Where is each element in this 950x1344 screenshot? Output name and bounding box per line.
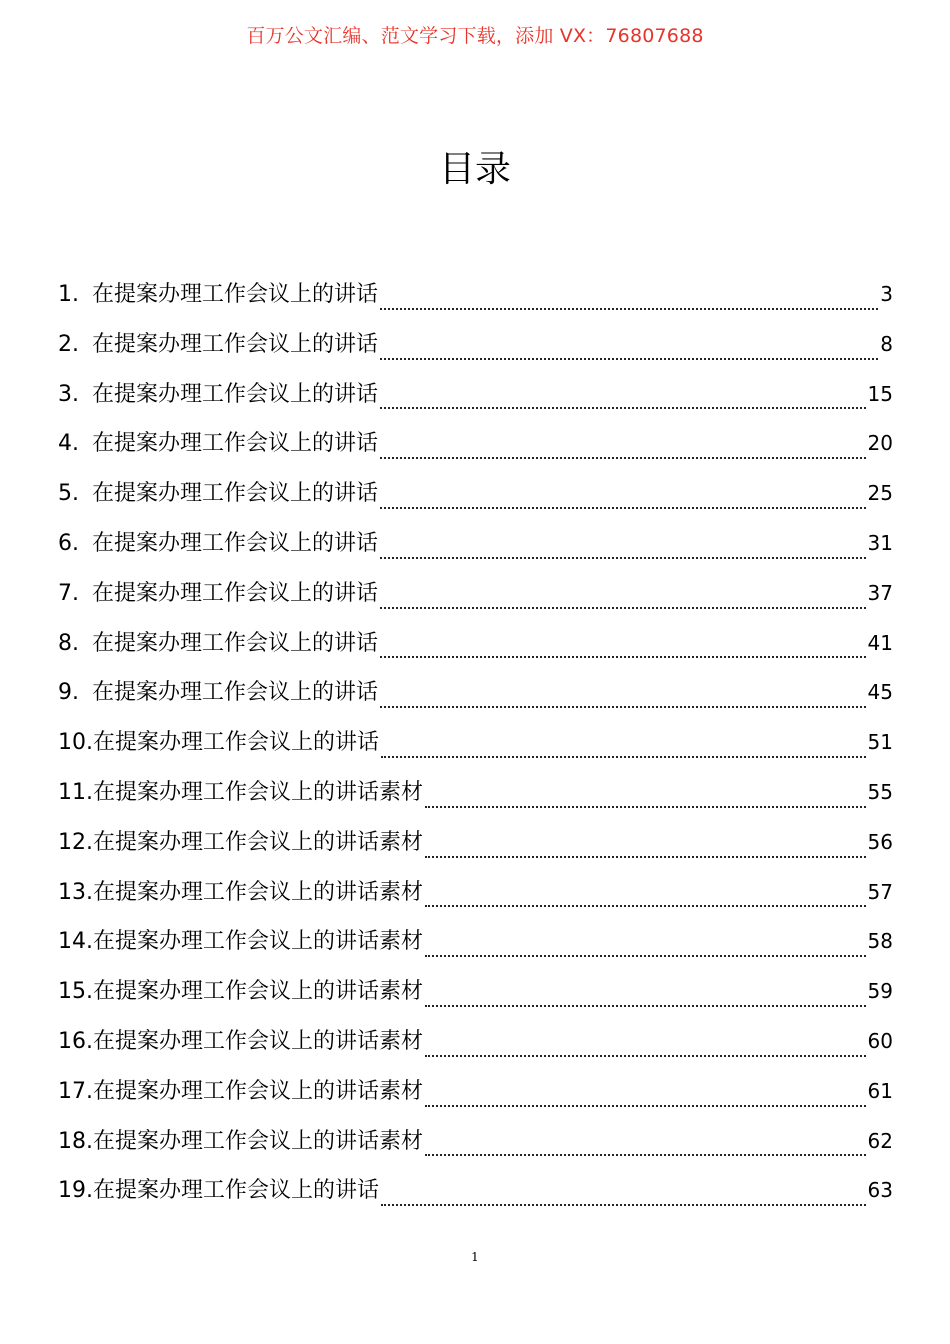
toc-entry-number: 4. [58,431,79,457]
toc-leader-dots [380,551,866,559]
page-title: 目录 [438,149,511,190]
toc-entry-number: 14. [58,929,93,955]
toc-entry[interactable] [58,523,893,573]
toc-entry[interactable] [58,772,893,822]
toc-entry[interactable] [58,921,893,971]
toc-leader-dots [425,800,866,808]
toc-entry-page: 58 [867,929,893,954]
toc-leader-dots [380,501,866,509]
toc-entry-title: 在提案办理工作会议上的讲话 [93,1178,380,1204]
toc-entry-page: 56 [867,829,893,854]
toc-entry[interactable] [58,971,893,1021]
toc-entry-page: 61 [867,1078,893,1103]
toc-entry-page: 45 [867,680,893,705]
toc-entry[interactable] [58,473,893,523]
toc-entry-title: 在提案办理工作会议上的讲话素材 [93,1128,424,1154]
toc-leader-dots [380,700,866,708]
toc-entry[interactable] [58,1021,893,1071]
toc-entry-page: 59 [867,979,893,1004]
toc-leader-dots [380,650,866,658]
toc-entry-page: 37 [867,580,893,605]
toc-entry[interactable] [58,324,893,374]
toc-entry-title: 在提案办理工作会议上的讲话 [92,431,379,457]
toc-entry-number: 16. [58,1028,93,1054]
toc-entry-page: 63 [867,1178,893,1203]
toc-leader-dots [425,850,866,858]
toc-entry-number: 3. [58,381,79,407]
toc-entry[interactable] [58,623,893,673]
toc-entry-title: 在提案办理工作会议上的讲话 [92,331,379,357]
toc-entry[interactable] [58,722,893,772]
toc-entry-page: 25 [867,481,893,506]
toc-entry-page: 15 [867,381,893,406]
toc-entry-number: 17. [58,1078,93,1104]
toc-entry-title: 在提案办理工作会议上的讲话 [92,282,379,307]
toc-entry-title: 在提案办理工作会议上的讲话 [92,580,379,606]
toc-entry[interactable] [58,1071,893,1121]
toc-leader-dots [380,601,866,609]
toc-entry-page: 31 [867,530,893,555]
toc-entry-page: 57 [867,879,893,904]
toc-entry-number: 12. [58,829,93,855]
toc-entry-title: 在提案办理工作会议上的讲话素材 [93,929,424,955]
toc-entry-title: 在提案办理工作会议上的讲话 [92,630,379,656]
toc-entry-page: 41 [867,630,893,655]
toc-entry-number: 10. [58,730,93,756]
table-of-contents [58,274,893,1220]
toc-entry-page: 60 [867,1028,893,1053]
toc-leader-dots [425,899,866,907]
page-number: 1 [471,1250,479,1264]
toc-entry-page: 62 [867,1128,893,1153]
toc-leader-dots [425,1099,866,1107]
toc-entry[interactable] [58,374,893,424]
toc-entry-title: 在提案办理工作会议上的讲话素材 [93,779,424,805]
toc-leader-dots [425,949,866,957]
toc-entry[interactable] [58,872,893,922]
toc-entry-number: 6. [58,530,79,556]
toc-entry-number: 15. [58,979,93,1005]
toc-leader-dots [380,451,866,459]
toc-entry-number: 11. [58,779,93,805]
toc-entry[interactable] [58,1121,893,1171]
toc-entry-title: 在提案办理工作会议上的讲话素材 [93,829,424,855]
toc-entry-title: 在提案办理工作会议上的讲话 [93,730,380,756]
toc-entry[interactable] [58,573,893,623]
toc-entry-number: 19. [58,1178,93,1204]
toc-entry-title: 在提案办理工作会议上的讲话 [92,530,379,556]
toc-leader-dots [380,401,866,409]
toc-entry[interactable] [58,274,893,324]
header-watermark: 百万公文汇编、范文学习下载，添加 VX：76807688 [246,25,704,47]
toc-entry-title: 在提案办理工作会议上的讲话 [92,680,379,706]
toc-entry[interactable] [58,822,893,872]
toc-leader-dots [425,1049,866,1057]
toc-entry-title: 在提案办理工作会议上的讲话素材 [93,979,424,1005]
toc-entry-page: 8 [880,331,893,356]
toc-entry[interactable] [58,423,893,473]
toc-entry-page: 55 [867,779,893,804]
toc-entry[interactable] [58,1170,893,1220]
toc-entry[interactable] [58,672,893,722]
toc-leader-dots [425,999,866,1007]
toc-entry-page: 51 [867,730,893,755]
toc-entry-number: 2. [58,331,79,357]
toc-entry-title: 在提案办理工作会议上的讲话素材 [93,879,424,905]
toc-leader-dots [381,750,866,758]
toc-entry-number: 7. [58,580,79,606]
toc-entry-title: 在提案办理工作会议上的讲话 [92,381,379,407]
toc-entry-number: 9. [58,680,79,706]
toc-leader-dots [380,352,878,360]
toc-leader-dots [425,1148,866,1156]
toc-entry-title: 在提案办理工作会议上的讲话素材 [93,1078,424,1104]
toc-entry-number: 18. [58,1128,93,1154]
toc-entry-page: 3 [880,282,893,306]
toc-entry-number: 13. [58,879,93,905]
toc-leader-dots [380,302,878,310]
toc-leader-dots [381,1198,866,1206]
toc-entry-title: 在提案办理工作会议上的讲话 [92,481,379,507]
toc-entry-number: 8. [58,630,79,656]
toc-entry-page: 20 [867,431,893,456]
toc-entry-number: 1. [58,282,79,307]
toc-entry-title: 在提案办理工作会议上的讲话素材 [93,1028,424,1054]
toc-entry-number: 5. [58,481,79,507]
